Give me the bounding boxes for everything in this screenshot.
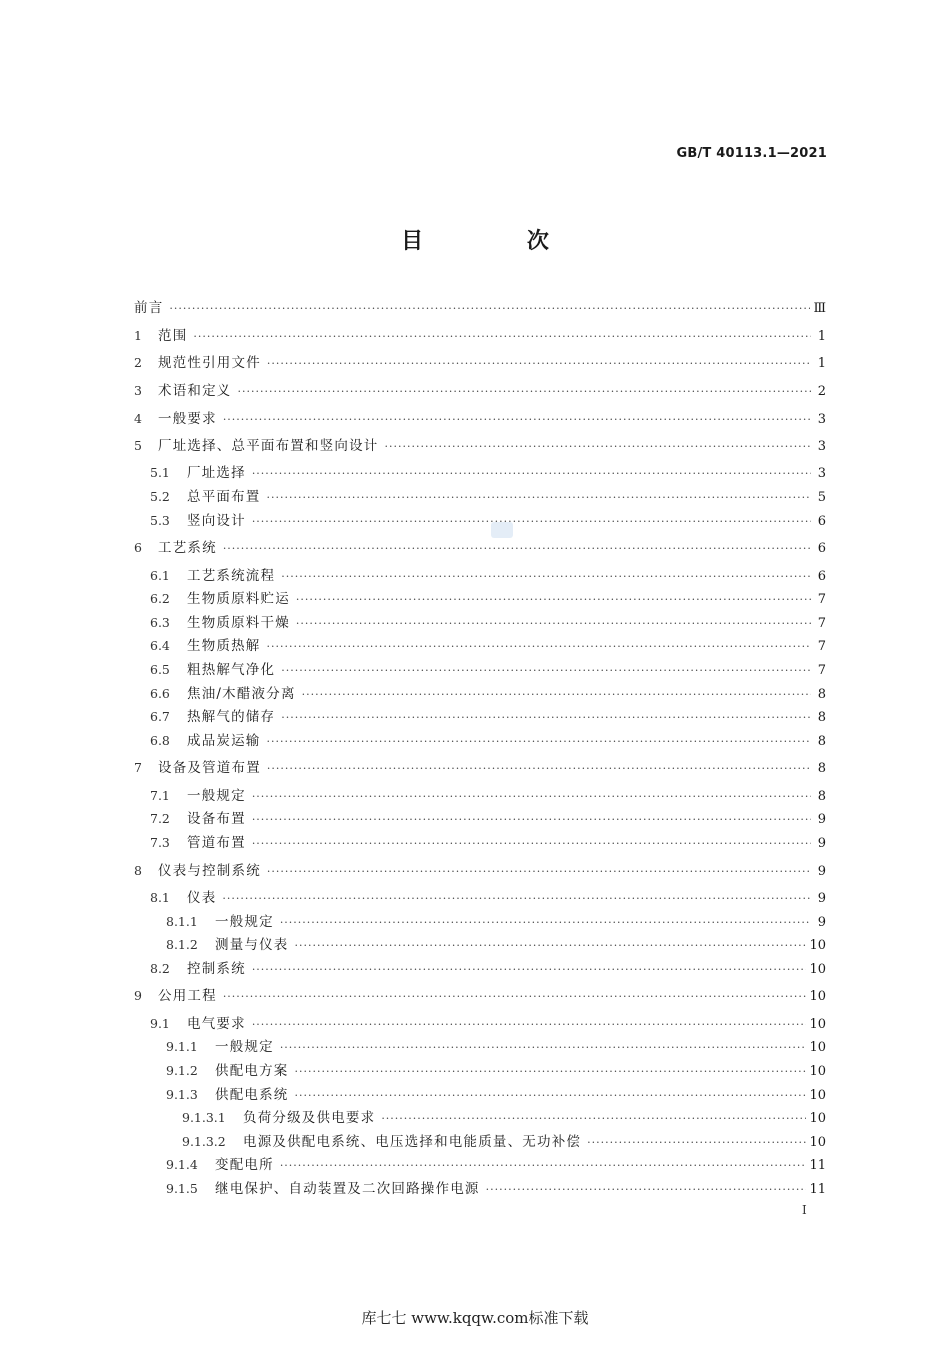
toc-entry-page: 3 bbox=[817, 412, 826, 427]
toc-entry[interactable] bbox=[150, 613, 826, 633]
toc-entry-page: 9 bbox=[817, 812, 826, 827]
toc-leader-dots bbox=[252, 810, 811, 830]
toc-entry-label: 一般规定 bbox=[187, 788, 246, 804]
toc-entry-page: 8 bbox=[817, 761, 826, 776]
toc-entry-label: 生物质原料干燥 bbox=[187, 615, 290, 631]
toc-entry[interactable] bbox=[150, 511, 826, 531]
toc-entry-number: 8.1.2 bbox=[166, 937, 198, 952]
toc-leader-dots bbox=[587, 1133, 806, 1153]
toc-leader-dots bbox=[223, 987, 807, 1007]
toc-entry-label: 供配电系统 bbox=[215, 1087, 289, 1103]
toc-entry-page: 6 bbox=[817, 541, 826, 556]
toc-entry-number: 7.2 bbox=[150, 811, 170, 826]
toc-entry[interactable] bbox=[150, 833, 826, 853]
toc-entry-number: 6.7 bbox=[150, 709, 170, 724]
toc-entry[interactable] bbox=[134, 353, 826, 373]
toc-entry-page: 10 bbox=[809, 1088, 826, 1103]
toc-entry[interactable] bbox=[150, 959, 826, 979]
toc-entry-number: 9.1.3.2 bbox=[182, 1134, 226, 1149]
toc-leader-dots bbox=[295, 1086, 807, 1106]
toc-entry-number: 9.1.2 bbox=[166, 1063, 198, 1078]
toc-entry-number: 6.3 bbox=[150, 615, 170, 630]
toc-entry-label: 总平面布置 bbox=[187, 489, 261, 505]
toc-entry-page: 8 bbox=[817, 789, 826, 804]
toc-entry-page: 8 bbox=[817, 687, 826, 702]
toc-leader-dots bbox=[486, 1180, 807, 1200]
toc-entry-page: 10 bbox=[809, 1064, 826, 1079]
toc-entry-page: 9 bbox=[817, 836, 826, 851]
toc-entry-label: 竖向设计 bbox=[187, 513, 246, 529]
toc-entry-number: 3 bbox=[134, 383, 142, 398]
toc-entry[interactable] bbox=[150, 809, 826, 829]
toc-entry-number: 7.1 bbox=[150, 788, 170, 803]
toc-entry-page: 2 bbox=[817, 384, 826, 399]
toc-entry-label: 电源及供配电系统、电压选择和电能质量、无功补偿 bbox=[243, 1134, 582, 1150]
toc-entry[interactable] bbox=[150, 589, 826, 609]
toc-entry-label: 公用工程 bbox=[158, 988, 217, 1004]
toc-leader-dots bbox=[280, 913, 811, 933]
toc-entry[interactable] bbox=[182, 1132, 826, 1152]
toc-entry-number: 9.1.5 bbox=[166, 1181, 198, 1196]
toc-entry[interactable] bbox=[150, 731, 826, 751]
toc-entry-number: 1 bbox=[134, 328, 142, 343]
toc-entry-number: 8.1 bbox=[150, 890, 170, 905]
page-title: 目 次 bbox=[401, 229, 597, 254]
toc-entry[interactable] bbox=[150, 463, 826, 483]
toc-entry-page: 10 bbox=[809, 989, 826, 1004]
toc-entry[interactable] bbox=[166, 935, 826, 955]
toc-entry-page: Ⅲ bbox=[813, 301, 826, 316]
toc-entry[interactable] bbox=[150, 786, 826, 806]
toc-entry-number: 8.1.1 bbox=[166, 914, 198, 929]
toc-leader-dots bbox=[267, 488, 812, 508]
toc-entry-label: 供配电方案 bbox=[215, 1063, 289, 1079]
toc-entry[interactable] bbox=[150, 636, 826, 656]
toc-entry-number: 6.5 bbox=[150, 662, 170, 677]
toc-entry-number: 6.6 bbox=[150, 686, 170, 701]
toc-entry-label: 负荷分级及供电要求 bbox=[243, 1110, 376, 1126]
toc-leader-dots bbox=[169, 299, 810, 319]
toc-entry-label: 工艺系统流程 bbox=[187, 568, 276, 584]
toc-entry-page: 10 bbox=[809, 1040, 826, 1055]
toc-entry-page: 11 bbox=[809, 1158, 826, 1173]
toc-entry-label: 仪表与控制系统 bbox=[158, 863, 261, 879]
toc-entry-number: 5.1 bbox=[150, 465, 170, 480]
toc-entry-label: 变配电所 bbox=[215, 1157, 274, 1173]
toc-leader-dots bbox=[223, 539, 811, 559]
toc-entry-page: 7 bbox=[817, 639, 826, 654]
toc-entry-number: 9.1.3 bbox=[166, 1087, 198, 1102]
toc-entry-label: 一般规定 bbox=[215, 1039, 274, 1055]
toc-entry-number: 2 bbox=[134, 355, 142, 370]
toc-entry[interactable] bbox=[150, 487, 826, 507]
toc-entry-page: 7 bbox=[817, 592, 826, 607]
toc-entry-label: 电气要求 bbox=[187, 1016, 246, 1032]
toc-entry-page: 10 bbox=[809, 1111, 826, 1126]
toc-leader-dots bbox=[252, 512, 811, 532]
toc-entry-label: 工艺系统 bbox=[158, 540, 217, 556]
toc-entry[interactable] bbox=[150, 660, 826, 680]
toc-leader-dots bbox=[295, 936, 807, 956]
toc-entry-number: 5.3 bbox=[150, 513, 170, 528]
toc-leader-dots bbox=[296, 590, 811, 610]
toc-leader-dots bbox=[238, 382, 812, 402]
toc-entry-label: 规范性引用文件 bbox=[158, 355, 261, 371]
toc-entry-number: 6.8 bbox=[150, 733, 170, 748]
standard-code: GB/T 40113.1—2021 bbox=[676, 146, 827, 161]
toc-entry-page: 10 bbox=[809, 1135, 826, 1150]
toc-entry-number: 9 bbox=[134, 988, 142, 1003]
toc-entry-label: 焦油/木醋液分离 bbox=[187, 686, 296, 702]
site-footer: 库七七 www.kqqw.com标准下载 bbox=[361, 1309, 589, 1327]
toc-entry[interactable] bbox=[134, 986, 826, 1006]
toc-leader-dots bbox=[280, 1156, 807, 1176]
toc-entry-number: 6 bbox=[134, 540, 142, 555]
toc-leader-dots bbox=[281, 708, 811, 728]
toc-entry-page: 1 bbox=[817, 329, 826, 344]
toc-entry-label: 生物质原料贮运 bbox=[187, 591, 290, 607]
toc-entry[interactable] bbox=[150, 566, 826, 586]
toc-entry-number: 8 bbox=[134, 863, 142, 878]
toc-entry-label: 生物质热解 bbox=[187, 638, 261, 654]
toc-entry[interactable] bbox=[166, 1085, 826, 1105]
toc-entry-label: 范围 bbox=[158, 328, 188, 344]
toc-leader-dots bbox=[385, 437, 812, 457]
toc-entry[interactable] bbox=[166, 1037, 826, 1057]
toc-entry-number: 6.2 bbox=[150, 591, 170, 606]
toc-leader-dots bbox=[252, 787, 811, 807]
toc-entry-page: 3 bbox=[817, 439, 826, 454]
toc-entry[interactable] bbox=[150, 684, 826, 704]
toc-leader-dots bbox=[267, 759, 811, 779]
toc-entry-page: 8 bbox=[817, 734, 826, 749]
toc-entry[interactable] bbox=[134, 436, 826, 456]
toc-entry-page: 10 bbox=[809, 1017, 826, 1032]
toc-entry-page: 5 bbox=[817, 490, 826, 505]
toc-entry-label: 仪表 bbox=[187, 890, 217, 906]
toc-entry-label: 热解气的储存 bbox=[187, 709, 276, 725]
toc-leader-dots bbox=[223, 410, 811, 430]
toc-leader-dots bbox=[222, 889, 811, 909]
toc-leader-dots bbox=[267, 637, 812, 657]
toc-entry-number: 9.1 bbox=[150, 1016, 170, 1031]
toc-entry-label: 测量与仪表 bbox=[215, 937, 289, 953]
toc-entry-label: 成品炭运输 bbox=[187, 733, 261, 749]
toc-entry[interactable] bbox=[150, 707, 826, 727]
toc-leader-dots bbox=[252, 1015, 807, 1035]
toc-entry-page: 10 bbox=[809, 938, 826, 953]
toc-leader-dots bbox=[381, 1109, 806, 1129]
toc-entry-number: 7 bbox=[134, 760, 142, 775]
toc-entry[interactable] bbox=[134, 861, 826, 881]
toc-entry-page: 9 bbox=[817, 915, 826, 930]
toc-entry-label: 设备及管道布置 bbox=[158, 760, 261, 776]
toc-entry-number: 8.2 bbox=[150, 961, 170, 976]
toc-entry-page: 8 bbox=[817, 710, 826, 725]
toc-leader-dots bbox=[281, 567, 811, 587]
toc-entry[interactable] bbox=[166, 1155, 826, 1175]
toc-entry-label: 粗热解气净化 bbox=[187, 662, 276, 678]
toc-entry-page: 7 bbox=[817, 616, 826, 631]
toc-entry-label: 厂址选择 bbox=[187, 465, 246, 481]
toc-leader-dots bbox=[281, 661, 811, 681]
toc-entry[interactable] bbox=[134, 538, 826, 558]
toc-entry[interactable] bbox=[134, 381, 826, 401]
toc-leader-dots bbox=[193, 327, 811, 347]
page-number: I bbox=[802, 1203, 807, 1217]
toc-entry-label: 前言 bbox=[134, 300, 164, 316]
toc-entry[interactable] bbox=[166, 912, 826, 932]
toc-leader-dots bbox=[280, 1038, 807, 1058]
toc-leader-dots bbox=[252, 960, 807, 980]
toc-leader-dots bbox=[267, 354, 811, 374]
toc-entry[interactable] bbox=[150, 888, 826, 908]
toc-entry[interactable] bbox=[134, 409, 826, 429]
toc-leader-dots bbox=[252, 464, 811, 484]
toc-entry-number: 4 bbox=[134, 411, 142, 426]
toc-entry-page: 6 bbox=[817, 569, 826, 584]
toc-entry-label: 继电保护、自动装置及二次回路操作电源 bbox=[215, 1181, 480, 1197]
toc-entry-page: 7 bbox=[817, 663, 826, 678]
toc-entry-label: 设备布置 bbox=[187, 811, 246, 827]
toc-entry-label: 一般规定 bbox=[215, 914, 274, 930]
toc-entry-number: 9.1.4 bbox=[166, 1157, 198, 1172]
toc-entry-page: 1 bbox=[817, 356, 826, 371]
toc-entry[interactable] bbox=[166, 1061, 826, 1081]
toc-entry-page: 11 bbox=[809, 1182, 826, 1197]
toc-entry[interactable] bbox=[166, 1179, 826, 1199]
toc-entry-label: 术语和定义 bbox=[158, 383, 232, 399]
toc-entry[interactable] bbox=[134, 298, 826, 318]
toc-entry-label: 一般要求 bbox=[158, 411, 217, 427]
toc-entry-number: 9.1.1 bbox=[166, 1039, 198, 1054]
toc-entry-page: 9 bbox=[817, 864, 826, 879]
toc-leader-dots bbox=[252, 834, 811, 854]
toc-entry-page: 3 bbox=[817, 466, 826, 481]
toc-entry-number: 6.1 bbox=[150, 568, 170, 583]
toc-entry-page: 9 bbox=[817, 891, 826, 906]
toc-entry[interactable] bbox=[150, 1014, 826, 1034]
toc-entry-number: 9.1.3.1 bbox=[182, 1110, 226, 1125]
toc-leader-dots bbox=[296, 614, 811, 634]
toc-entry[interactable] bbox=[182, 1108, 826, 1128]
toc-entry-page: 10 bbox=[809, 962, 826, 977]
toc-entry-number: 7.3 bbox=[150, 835, 170, 850]
toc-entry-number: 6.4 bbox=[150, 638, 170, 653]
toc-leader-dots bbox=[302, 685, 811, 705]
toc-leader-dots bbox=[267, 732, 812, 752]
toc-entry-number: 5.2 bbox=[150, 489, 170, 504]
toc-entry-page: 6 bbox=[817, 514, 826, 529]
toc-entry-label: 控制系统 bbox=[187, 961, 246, 977]
toc-entry[interactable] bbox=[134, 758, 826, 778]
toc-entry-number: 5 bbox=[134, 438, 142, 453]
toc-entry[interactable] bbox=[134, 326, 826, 346]
toc-entry-label: 管道布置 bbox=[187, 835, 246, 851]
toc-leader-dots bbox=[295, 1062, 807, 1082]
toc-leader-dots bbox=[267, 862, 811, 882]
toc-entry-label: 厂址选择、总平面布置和竖向设计 bbox=[158, 438, 379, 454]
